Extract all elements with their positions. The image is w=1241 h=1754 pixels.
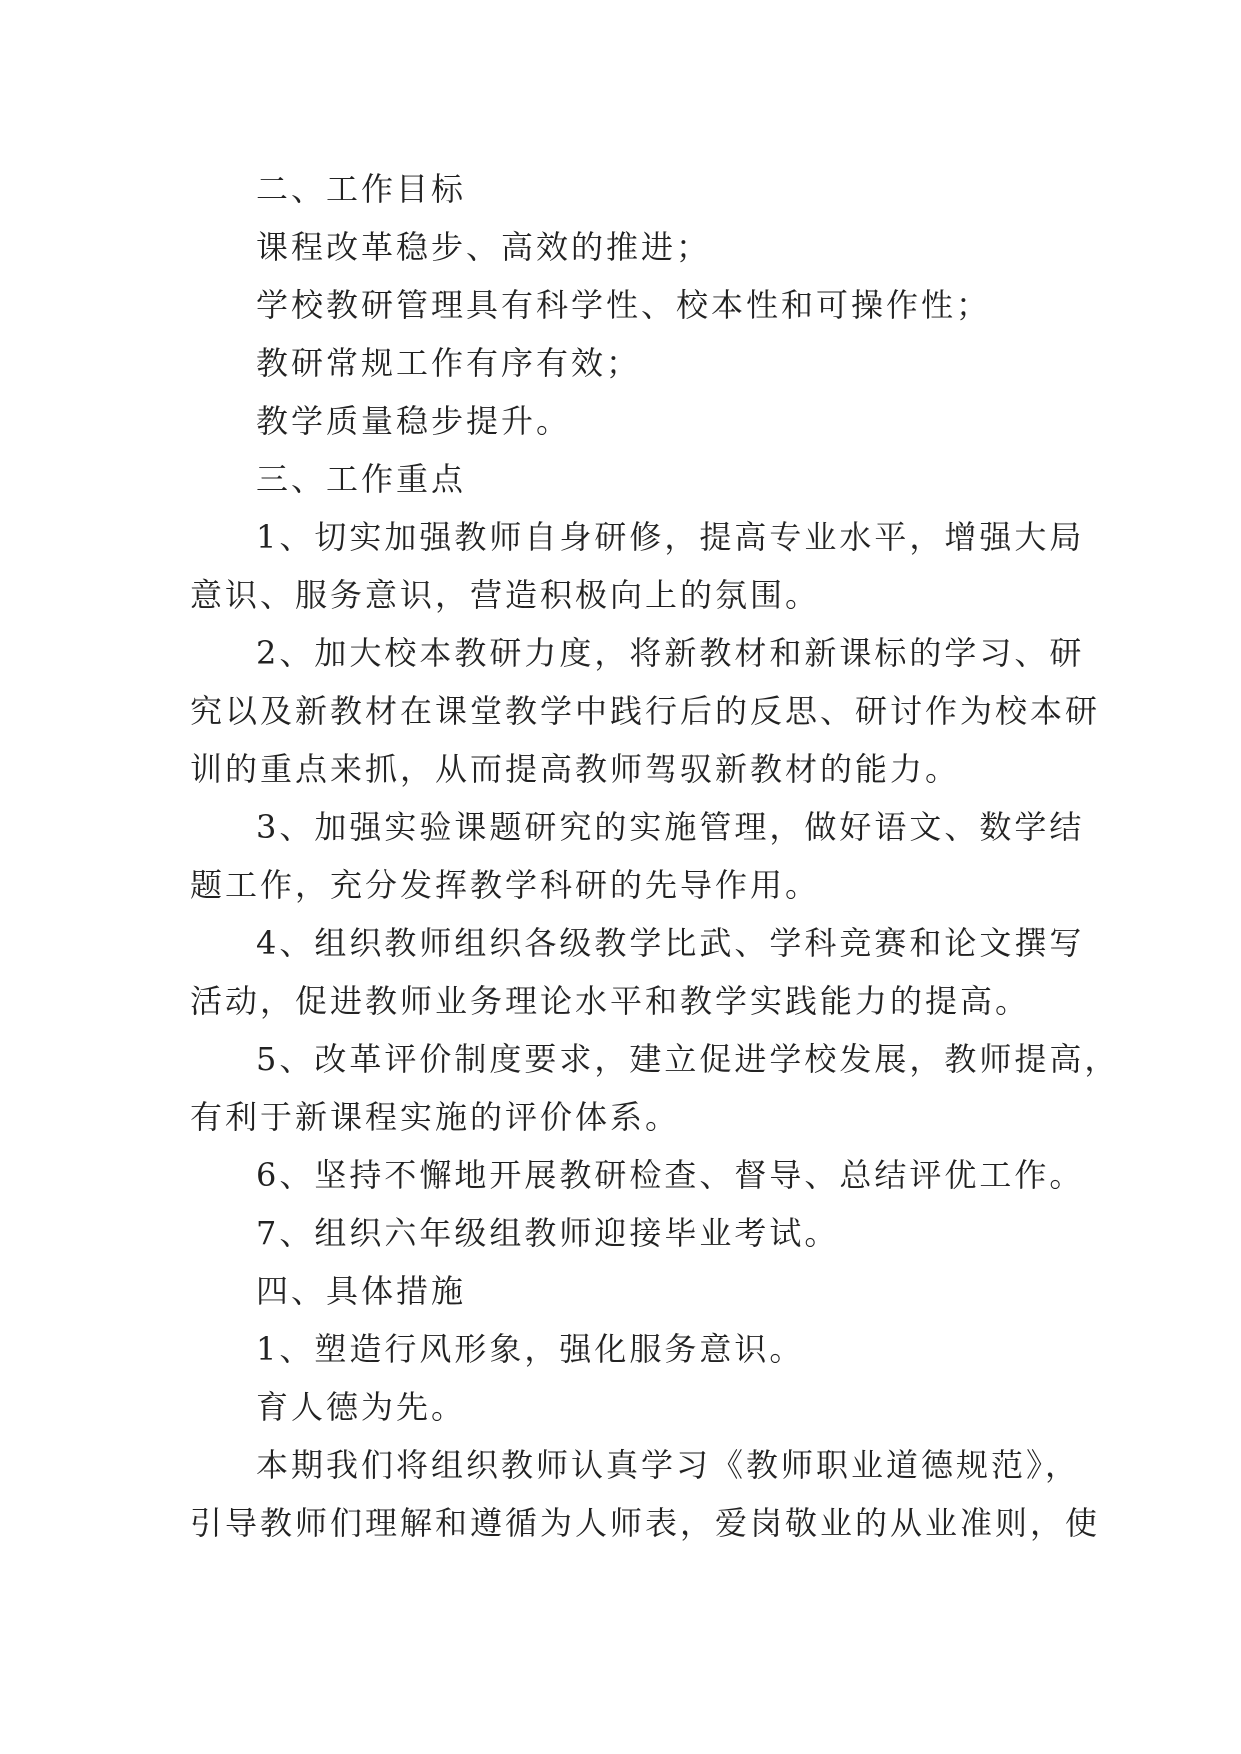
paragraph-line: 7、组织六年级组教师迎接毕业考试。 bbox=[256, 1214, 840, 1252]
document-body bbox=[190, 160, 1120, 1552]
goal-item: 学校教研管理具有科学性、校本性和可操作性； bbox=[256, 286, 992, 324]
paragraph-line: 本期我们将组织教师认真学习《教师职业道德规范》， bbox=[256, 1446, 1081, 1484]
paragraph-line: 活动，促进教师业务理论水平和教学实践能力的提高。 bbox=[190, 982, 1031, 1020]
paragraph-line: 3、加强实验课题研究的实施管理，做好语文、数学结 bbox=[256, 808, 1085, 846]
section-heading: 四、具体措施 bbox=[256, 1272, 467, 1310]
goal-item: 教研常规工作有序有效； bbox=[256, 344, 642, 382]
paragraph-line: 5、改革评价制度要求，建立促进学校发展，教师提高， bbox=[256, 1040, 1120, 1078]
section-heading: 三、工作重点 bbox=[256, 460, 467, 498]
section-heading: 二、工作目标 bbox=[256, 170, 467, 208]
paragraph-line: 2、加大校本教研力度，将新教材和新课标的学习、研 bbox=[256, 634, 1085, 672]
paragraph-line: 4、组织教师组织各级教学比武、学科竞赛和论文撰写 bbox=[256, 924, 1085, 962]
paragraph-line: 1、切实加强教师自身研修，提高专业水平，增强大局 bbox=[256, 518, 1085, 556]
paragraph-line: 引导教师们理解和遵循为人师表，爱岗敬业的从业准则，使 bbox=[190, 1504, 1101, 1542]
paragraph-line: 究以及新教材在课堂教学中践行后的反思、研讨作为校本研 bbox=[190, 692, 1101, 730]
paragraph-line: 意识、服务意识，营造积极向上的氛围。 bbox=[190, 576, 821, 614]
paragraph-line: 6、坚持不懈地开展教研检查、督导、总结评优工作。 bbox=[256, 1156, 1085, 1194]
goal-item: 教学质量稳步提升。 bbox=[256, 402, 572, 440]
paragraph-line: 育人德为先。 bbox=[256, 1388, 467, 1426]
goal-item: 课程改革稳步、高效的推进； bbox=[256, 228, 712, 266]
paragraph-line: 训的重点来抓，从而提高教师驾驭新教材的能力。 bbox=[190, 750, 961, 788]
paragraph-line: 1、塑造行风形象，强化服务意识。 bbox=[256, 1330, 805, 1368]
paragraph-line: 题工作，充分发挥教学科研的先导作用。 bbox=[190, 866, 821, 904]
paragraph-line: 有利于新课程实施的评价体系。 bbox=[190, 1098, 681, 1136]
